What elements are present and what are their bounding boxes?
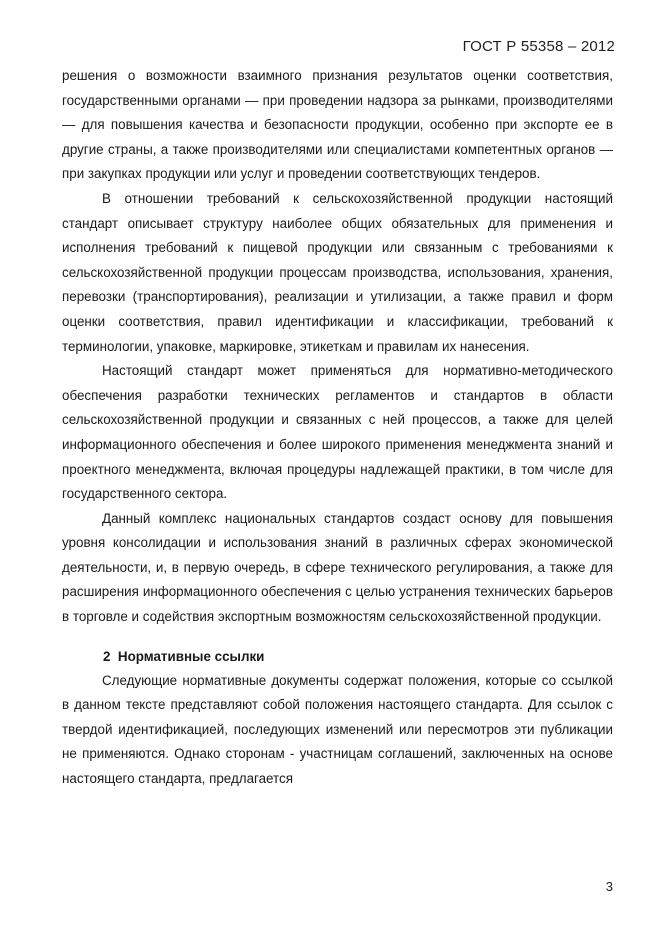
- paragraph-agricultural-requirements: В отношении требований к сельскохозяйственной продукции настоящий стандарт описывает структуру наиболее общих обязательных для применения и исполнения требований к пищевой продукции или связанным с требованиями к сельскохозяйственной продукции процессам производства, использования, хранения, перевозки (транспортирования), реализации и утилизации, а также правил и форм оценки соответствия, правил идентификации и классификации, требований к терминологии, упаковке, маркировке, этикеткам и правилам их нанесения.: [62, 190, 613, 354]
- paragraph-standard-application: Настоящий стандарт может применяться для нормативно-методического обеспечения разработки технических регламентов и стандартов в области сельскохозяйственной продукции и связанных с ней процессов, а также для целей информационного обеспечения и более широкого применения менеджмента знаний и проектного менеджмента, включая процедуры надлежащей практики, в том числе для государственного сектора.: [62, 363, 613, 502]
- section-number: 2: [103, 648, 111, 664]
- standard-designation: ГОСТ Р 55358 – 2012: [462, 38, 615, 55]
- paragraph-normative-references: Следующие нормативные документы содержат положения, которые со ссылкой в данном тексте представляют собой положения настоящего стандарта. Для ссылок с твердой идентификацией, последующих изменений или пересмотров эти публикации не применяются. Однако сторонам - участницам соглашений, заключенных на основе настоящего стандарта, предлагается: [62, 672, 613, 787]
- document-body: [62, 64, 613, 792]
- page-number: 3: [605, 879, 613, 894]
- paragraph-standards-complex: Данный комплекс национальных стандартов создаст основу для повышения уровня консолидации и использования знаний в различных сферах экономической деятельности, и, в первую очередь, в сфере технического регулирования, а также для расширения информационного обеспечения с целью устранения технических барьеров в торговле и содействия экспортным возможностям сельскохозяйственной продукции.: [62, 510, 613, 625]
- section-title: Нормативные ссылки: [117, 648, 265, 664]
- section-heading: [62, 645, 613, 669]
- paragraph-continuation: решения о возможности взаимного признания результатов оценки соответствия, государственными органами — при проведении надзора за рынками, производителями — для повышения качества и безопасности продукции, особенно при экспорте ее в другие страны, а также производителями или специалистами компетентных органов — при закупках продукции или услуг и проведении соответствующих тендеров.: [62, 68, 613, 182]
